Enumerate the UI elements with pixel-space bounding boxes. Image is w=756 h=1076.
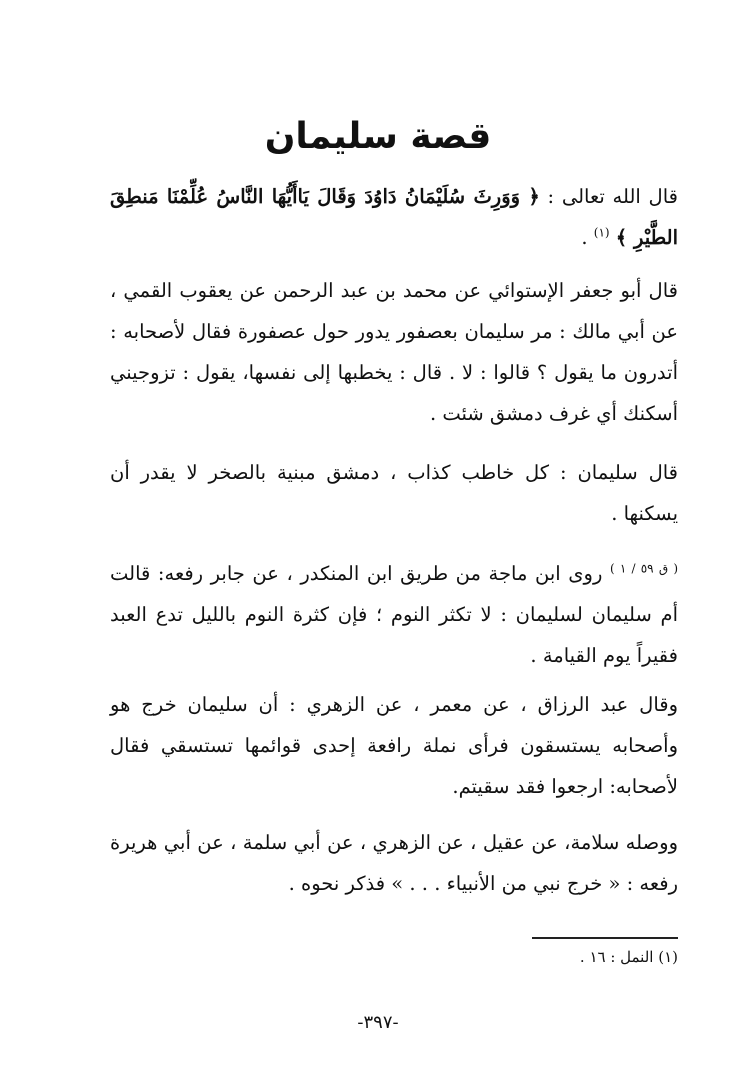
footnote-divider: [532, 937, 678, 939]
paragraph-sparrow-story: قال أبو جعفر الإستوائي عن محمد بن عبد الرحمن عن يعقوب القمي ، عن أبي مالك : مر سليمان بعصفور يدور حول عصفورة فقال لأصحابه : أتدرون ما يقول ؟ قالوا : لا . قال : يخطبها إلى نفسها، يقول : تزوجيني أسكنك أي غرف دمشق شئت .: [110, 279, 678, 425]
paragraph-suitor-saying: قال سليمان : كل خاطب كذاب ، دمشق مبنية بالصخر لا يقدر أن يسكنها .: [110, 461, 678, 525]
page-number: -٣٩٧-: [357, 1012, 399, 1033]
paragraph-ant-story: وقال عبد الرزاق ، عن معمر ، عن الزهري : أن سليمان خرج هو وأصحابه يستسقون فرأى نملة رافعة إحدى قوائمها تستسقي فقال لأصحابه: ارجعوا فقد سقيتم.: [110, 693, 678, 798]
verse-intro: قال الله تعالى :: [539, 185, 678, 208]
verse-end: .: [581, 226, 594, 249]
paragraph-quran-verse: [110, 176, 678, 258]
footnote: (١) النمل : ١٦ .: [579, 948, 678, 966]
paragraph-ibn-majah: [110, 553, 678, 676]
page-title: قصة سليمان: [264, 116, 492, 157]
manuscript-folio-note: ( ق ٥٩ / ١ ): [609, 561, 679, 576]
quran-verse: ﴿ وَوَرِثَ سُلَيْمَانُ دَاوُدَ وَقَالَ يَاأَيُّهَا النَّاسُ عُلِّمْنَا مَنطِقَ الطَّيْرِ ﴾: [110, 185, 678, 249]
paragraph-abu-hurayra: ووصله سلامة، عن عقيل ، عن الزهري ، عن أبي سلمة ، عن أبي هريرة رفعه : « خرج نبي من الأنبياء . . . » فذكر نحوه .: [110, 831, 678, 895]
footnote-ref[interactable]: (١): [593, 225, 610, 240]
paragraph-ibn-majah-text: روى ابن ماجة من طريق ابن المنكدر ، عن جابر رفعه: قالت أم سليمان لسليمان : لا تكثر النوم ؛ فإن كثرة النوم بالليل تدع العبد فقيراً يوم القيامة .: [110, 562, 678, 667]
